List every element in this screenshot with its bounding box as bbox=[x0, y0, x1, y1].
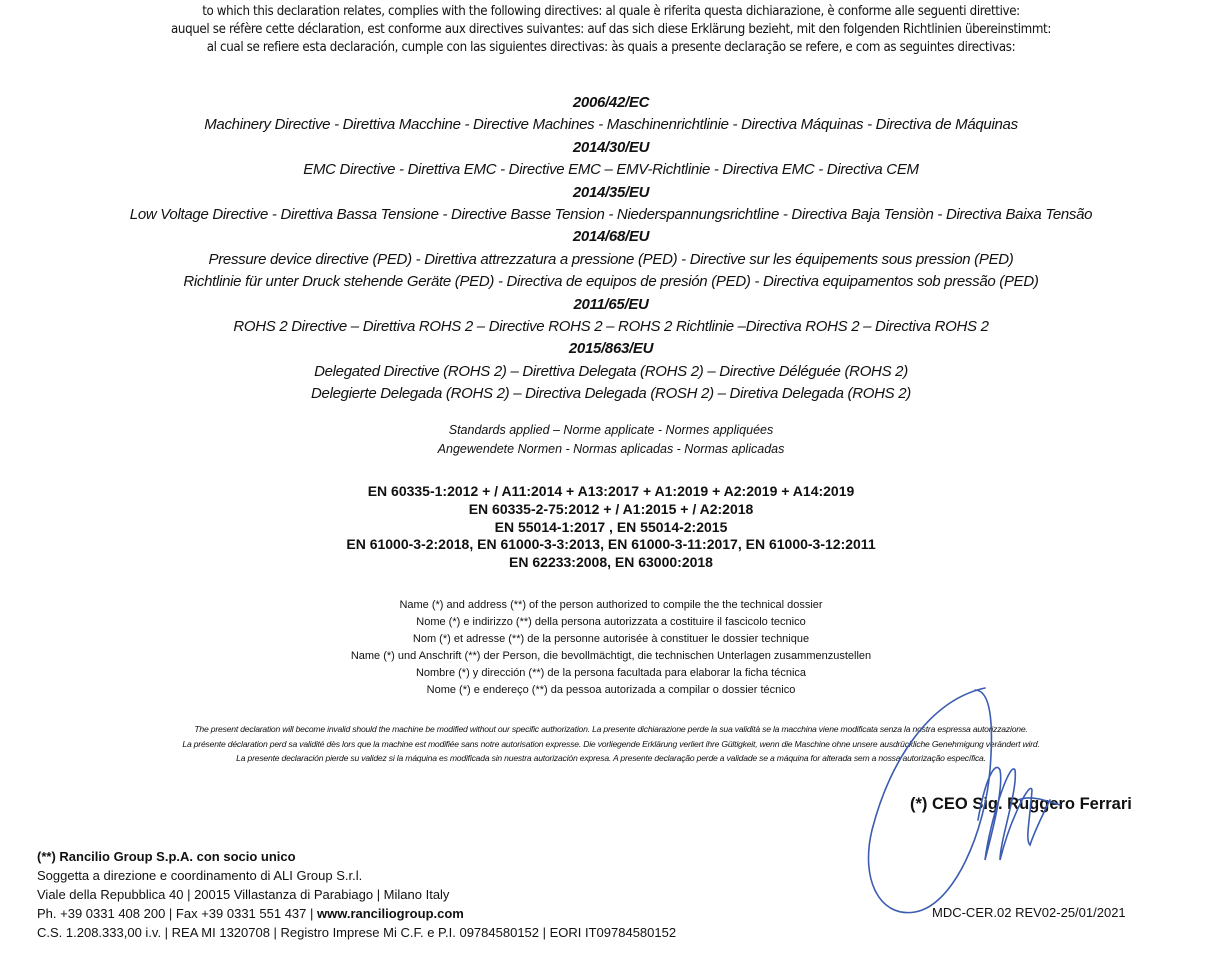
document-reference: MDC-CER.02 REV02-25/01/2021 bbox=[932, 905, 1126, 920]
company-registration: C.S. 1.208.333,00 i.v. | REA MI 1320708 | Registro Imprese Mi C.F. e P.I. 09784580152 | EORI IT09784580152 bbox=[37, 925, 677, 940]
authorized-line: Name (*) and address (**) of the person authorized to compile the the technical dossier bbox=[399, 599, 823, 611]
directive-desc: Delegated Directive (ROHS 2) – Direttiva Delegata (ROHS 2) – Directive Déléguée (ROHS 2) bbox=[314, 362, 908, 380]
directive-desc: Low Voltage Directive - Direttiva Bassa Tensione - Directive Basse Tension - Niederspannungsrichtline - Directiva Baja Tensiòn - Directiva Baixa Tensão bbox=[129, 206, 1093, 224]
intro-line: to which this declaration relates, complies with the following directives: al quale è riferita questa dichiarazione, è conforme alle seguenti direttive: bbox=[202, 4, 1020, 19]
directive-desc: Pressure device directive (PED) - Direttiva attrezzatura a pressione (PED) - Directive sur les équipements sous pression (PED) bbox=[208, 250, 1014, 268]
authorized-line: Nom (*) et adresse (**) de la personne autorisée à constituer le dossier technique bbox=[412, 633, 810, 645]
disclaimer-line: La présente déclaration perd sa validité dès lors que la machine est modifiée sans notre autorisation expresse. Die vorliegende Erklärung verliert ihre Gültigkeit, wenn die Maschine ohne unsere ausdrückliche Genehmigung verändert wird. bbox=[182, 738, 1040, 749]
directive-code: 2014/30/EU bbox=[572, 138, 650, 156]
authorized-line: Nome (*) e indirizzo (**) della persona autorizzata a costituire il fascicolo tecnico bbox=[416, 616, 806, 628]
company-info bbox=[37, 847, 676, 942]
directive-code: 2014/68/EU bbox=[572, 228, 650, 246]
intro-line: al cual se refiere esta declaración, cumple con las siguientes directivas: às quais a presente declaração se refere, e com as seguintes directivas: bbox=[206, 40, 1016, 55]
disclaimer bbox=[0, 722, 1222, 766]
disclaimer-line: The present declaration will become invalid should the machine be modified without our specific authorization. La presente dichiarazione perde la sua validità se la macchina viene modificata senza la nostra espressa autorizzazione. bbox=[194, 724, 1028, 734]
directive-desc: EMC Directive - Direttiva EMC - Directive EMC – EMV-Richtlinie - Directiva EMC - Directiva CEM bbox=[303, 161, 919, 179]
authorized-line: Nome (*) e endereço (**) da pessoa autorizada a compilar o dossier técnico bbox=[426, 684, 796, 696]
company-name: (**) Rancilio Group S.p.A. con socio unico bbox=[37, 849, 296, 864]
standard-line: EN 55014-1:2017 , EN 55014-2:2015 bbox=[494, 518, 728, 535]
directive-desc: Richtlinie für unter Druck stehende Geräte (PED) - Directiva de equipos de presión (PED) - Directiva equipamentos sob pressão (PED) bbox=[183, 273, 1039, 291]
directive-desc: Machinery Directive - Direttiva Macchine - Directive Machines - Maschinenrichtlinie - Directiva Máquinas - Directiva de Máquinas bbox=[204, 116, 1018, 134]
standard-line: EN 60335-1:2012 + / A11:2014 + A13:2017 + A1:2019 + A2:2019 + A14:2019 bbox=[367, 483, 855, 499]
standards-heading bbox=[0, 421, 1222, 459]
intro-text bbox=[0, 3, 1222, 57]
authorized-line: Name (*) und Anschrift (**) der Person, die bevollmächtigt, die technischen Unterlagen zusammenzustellen bbox=[350, 650, 872, 662]
standards-heading-line: Angewendete Normen - Normas aplicadas - Normas aplicadas bbox=[437, 442, 785, 456]
directives-list bbox=[0, 92, 1222, 406]
signatory-name: (*) CEO Sig. Ruggero Ferrari bbox=[910, 795, 1132, 813]
directive-desc: ROHS 2 Directive – Direttiva ROHS 2 – Directive ROHS 2 – ROHS 2 Richtlinie –Directiva ROHS 2 – Directiva ROHS 2 bbox=[233, 318, 989, 336]
directive-code: 2006/42/EC bbox=[572, 94, 650, 111]
company-website-link[interactable]: www.ranciliogroup.com bbox=[316, 906, 464, 921]
standards-heading-line: Standards applied – Norme applicate - Normes appliquées bbox=[448, 423, 774, 437]
authorized-line: Nombre (*) y dirección (**) de la persona facultada para elaborar la ficha técnica bbox=[415, 667, 807, 679]
disclaimer-line: La presente declaración pierde su validez si la máquina es modificada sin nuestra autorización expresa. A presente declaração perde a validade se a máquina for alterada sem a nossa autorização específica. bbox=[236, 753, 986, 763]
directive-code: 2015/863/EU bbox=[568, 340, 654, 358]
authorized-person-text bbox=[0, 597, 1222, 699]
company-phone: Ph. +39 0331 408 200 | Fax +39 0331 551 437 | bbox=[37, 906, 317, 921]
company-address: Viale della Repubblica 40 | 20015 Villastanza di Parabiago | Milano Italy bbox=[37, 887, 450, 902]
company-contact bbox=[37, 904, 676, 923]
standard-line: EN 61000-3-2:2018, EN 61000-3-3:2013, EN 61000-3-11:2017, EN 61000-3-12:2011 bbox=[346, 536, 876, 553]
standard-line: EN 60335-2-75:2012 + / A1:2015 + / A2:2018 bbox=[468, 500, 754, 517]
intro-line: auquel se réfère cette déclaration, est conforme aux directives suivantes: auf das sich diese Erklärung bezieht, mit den folgenden Richtlinien übereinstimmt: bbox=[170, 22, 1052, 37]
standard-line: EN 62233:2008, EN 63000:2018 bbox=[509, 554, 713, 571]
directive-code: 2014/35/EU bbox=[572, 183, 650, 201]
directive-code: 2011/65/EU bbox=[573, 295, 649, 313]
directive-desc: Delegierte Delegada (ROHS 2) – Directiva Delegada (ROSH 2) – Diretiva Delegada (ROHS 2) bbox=[311, 385, 911, 403]
standards-list bbox=[0, 483, 1222, 572]
company-line: Soggetta a direzione e coordinamento di ALI Group S.r.l. bbox=[37, 868, 363, 883]
